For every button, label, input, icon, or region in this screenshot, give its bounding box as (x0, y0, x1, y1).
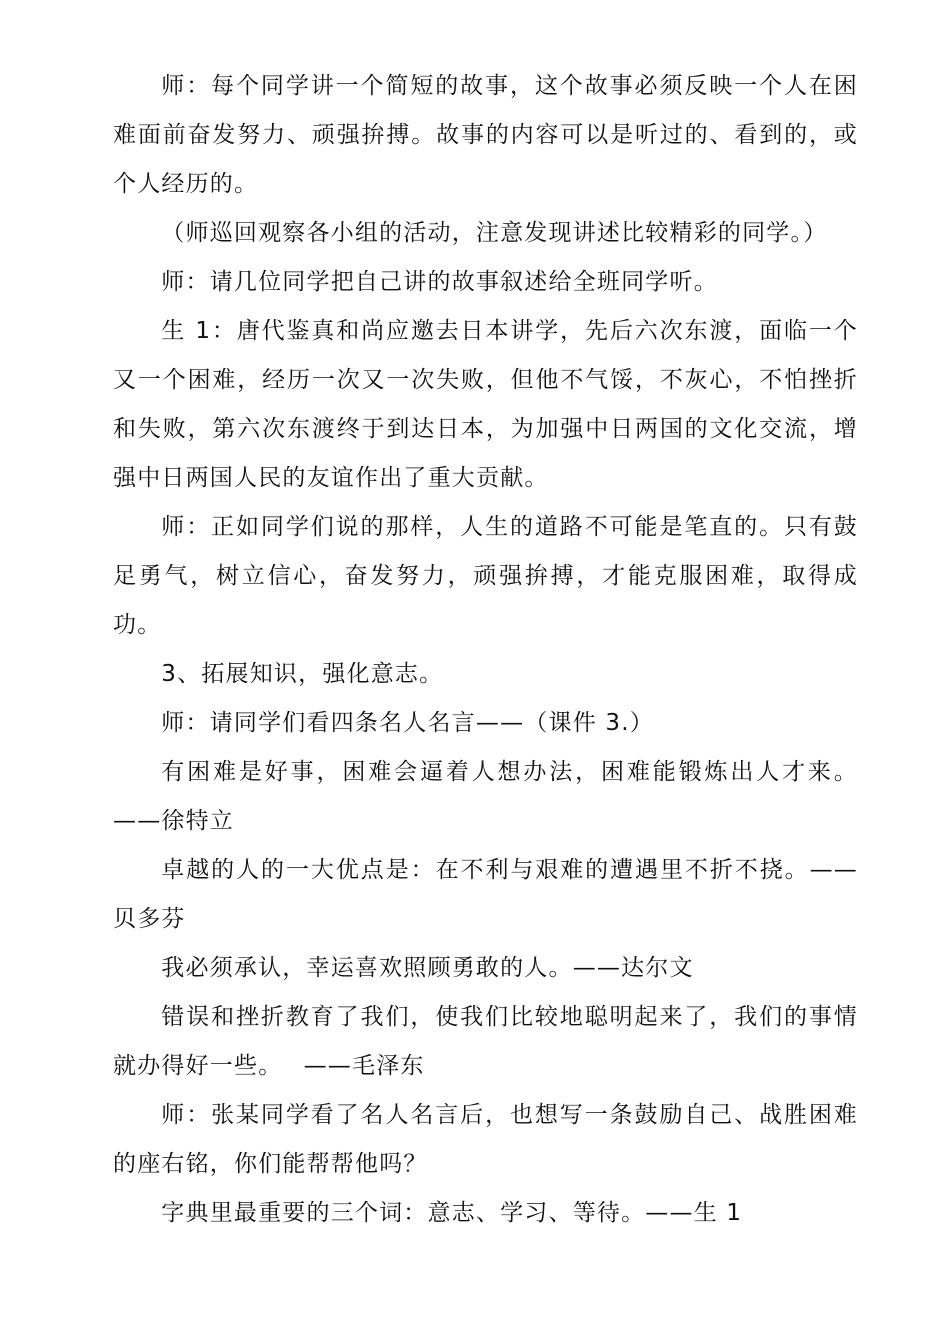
paragraph-teacher-story-instruction: 师：每个同学讲一个简短的故事，这个故事必须反映一个人在困难面前奋发努力、顽强拚搏。故事的内容可以是听过的、看到的，或个人经历的。 (113, 73, 858, 197)
document-body (113, 62, 858, 1238)
paragraph-teacher-motto-prompt: 师：张某同学看了名人名言后，也想写一条鼓励自己、战胜困难的座右铭，你们能帮帮他吗？ (113, 1102, 858, 1177)
paragraph-student-1-story: 生 1：唐代鉴真和尚应邀去日本讲学，先后六次东渡，面临一个又一个困难，经历一次又一次失败，但他不气馁，不灰心，不怕挫折和失败，第六次东渡终于到达日本，为加强中日两国的文化交流，增强中日两国人民的友谊作出了重大贡献。 (113, 318, 858, 491)
paragraph-teacher-summary: 师：正如同学们说的那样，人生的道路不可能是笔直的。只有鼓足勇气，树立信心，奋发努力，顽强拚搏，才能克服困难，取得成功。 (113, 514, 858, 638)
paragraph-teacher-observation-note: （师巡回观察各小组的活动，注意发现讲述比较精彩的同学。） (161, 220, 828, 246)
quote-beethoven: 卓越的人的一大优点是：在不利与艰难的遭遇里不折不挠。——贝多芬 (113, 857, 858, 932)
paragraph-student-1-motto: 字典里最重要的三个词：意志、学习、等待。——生 1 (161, 1200, 743, 1226)
paragraph-teacher-quotes-intro: 师：请同学们看四条名人名言——（课件 3.） (161, 710, 654, 736)
quote-xu-teli: 有困难是好事，困难会逼着人想办法，困难能锻炼出人才来。——徐特立 (113, 759, 858, 834)
section-heading-expand-knowledge: 3、拓展知识，强化意志。 (161, 661, 444, 687)
quote-mao-zedong: 错误和挫折教育了我们，使我们比较地聪明起来了，我们的事情就办得好一些。 ——毛泽东 (113, 1004, 858, 1079)
quote-darwin: 我必须承认，幸运喜欢照顾勇敢的人。——达尔文 (161, 955, 694, 981)
paragraph-teacher-invite: 师：请几位同学把自己讲的故事叙述给全班同学听。 (161, 269, 718, 295)
